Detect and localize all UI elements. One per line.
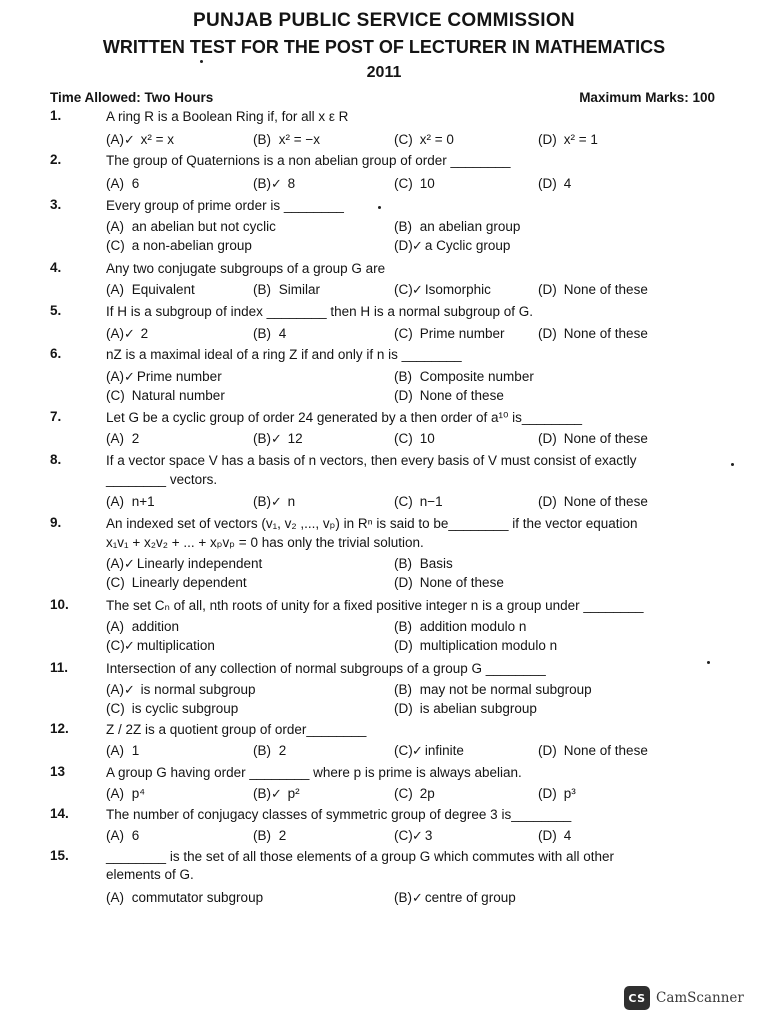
question-number: 5. bbox=[50, 303, 62, 318]
option-row bbox=[106, 556, 726, 574]
option-row bbox=[106, 828, 726, 846]
option-row bbox=[106, 619, 726, 637]
question-text-continued: x₁v₁ + x₂v₂ + ... + xₚvₚ = 0 has only the trivial solution. bbox=[106, 535, 424, 550]
option-b: (B)✓ n bbox=[253, 494, 296, 509]
question-number: 11. bbox=[50, 660, 69, 675]
option-row bbox=[106, 638, 726, 656]
option-b: (B) Composite number bbox=[394, 369, 534, 384]
option-d: (D)✓ a Cyclic group bbox=[394, 238, 511, 253]
option-d: (D) x² = 1 bbox=[538, 132, 598, 147]
question-text: If H is a subgroup of index ________ then H is a normal subgroup of G. bbox=[106, 304, 534, 319]
question-text: The group of Quaternions is a non abelian group of order ________ bbox=[106, 153, 511, 168]
option-row bbox=[106, 388, 726, 406]
option-b: (B) 2 bbox=[253, 828, 287, 843]
option-b: (B)✓ 12 bbox=[253, 431, 303, 446]
option-a: (A) 6 bbox=[106, 176, 140, 191]
option-d: (D) None of these bbox=[394, 575, 504, 590]
option-row bbox=[106, 682, 726, 700]
option-d: (D) is abelian subgroup bbox=[394, 701, 537, 716]
check-mark-icon: ✓ bbox=[124, 326, 135, 341]
question-text: Let G be a cyclic group of order 24 generated by a then order of a¹⁰ is________ bbox=[106, 410, 582, 425]
option-row bbox=[106, 132, 726, 150]
option-c: (C) Linearly dependent bbox=[106, 575, 247, 590]
exam-year: 2011 bbox=[366, 64, 402, 81]
option-row bbox=[106, 238, 726, 256]
question-text: If a vector space V has a basis of n vectors, then every basis of V must consist of exactly bbox=[106, 453, 637, 468]
check-mark-icon: ✓ bbox=[412, 743, 423, 758]
check-mark-icon: ✓ bbox=[412, 282, 423, 297]
option-a: (A) an abelian but not cyclic bbox=[106, 219, 276, 234]
question-text: Z / 2Z is a quotient group of order________ bbox=[106, 722, 367, 737]
option-row bbox=[106, 701, 726, 719]
question-number: 2. bbox=[50, 152, 62, 167]
option-row bbox=[106, 743, 726, 761]
check-mark-icon: ✓ bbox=[271, 431, 282, 446]
maximum-marks: Maximum Marks: 100 bbox=[579, 90, 715, 105]
commission-title: PUNJAB PUBLIC SERVICE COMMISSION bbox=[193, 10, 575, 31]
question-number: 1. bbox=[50, 108, 62, 123]
question-text: Intersection of any collection of normal subgroups of a group G ________ bbox=[106, 661, 546, 676]
question-text: A ring R is a Boolean Ring if, for all x ε R bbox=[106, 109, 349, 124]
check-mark-icon: ✓ bbox=[124, 132, 135, 147]
option-c: (C)✓ 3 bbox=[394, 828, 433, 843]
option-b: (B) Similar bbox=[253, 282, 321, 297]
check-mark-icon: ✓ bbox=[124, 369, 135, 384]
check-mark-icon: ✓ bbox=[124, 638, 135, 653]
question-number: 3. bbox=[50, 197, 62, 212]
option-c: (C)✓ multiplication bbox=[106, 638, 215, 653]
option-c: (C) 2p bbox=[394, 786, 435, 801]
option-c: (C)✓ infinite bbox=[394, 743, 464, 758]
option-b: (B) x² = −x bbox=[253, 132, 321, 147]
option-b: (B) may not be normal subgroup bbox=[394, 682, 592, 697]
option-c: (C) Prime number bbox=[394, 326, 505, 341]
option-row bbox=[106, 369, 726, 387]
question-number: 15. bbox=[50, 848, 69, 863]
question-number: 12. bbox=[50, 721, 69, 736]
camscanner-logo-icon: CS bbox=[624, 986, 650, 1010]
option-row bbox=[106, 494, 726, 512]
option-d: (D) p³ bbox=[538, 786, 576, 801]
question-text: Every group of prime order is ________ bbox=[106, 198, 344, 213]
option-b: (B) addition modulo n bbox=[394, 619, 527, 634]
check-mark-icon: ✓ bbox=[124, 556, 135, 571]
option-b: (B) Basis bbox=[394, 556, 453, 571]
question-number: 10. bbox=[50, 597, 69, 612]
option-d: (D) multiplication modulo n bbox=[394, 638, 558, 653]
option-d: (D) 4 bbox=[538, 176, 572, 191]
camscanner-brand: CamScanner bbox=[656, 990, 744, 1006]
option-a: (A) 6 bbox=[106, 828, 140, 843]
option-c: (C) Natural number bbox=[106, 388, 225, 403]
option-row bbox=[106, 890, 726, 908]
question-text: Any two conjugate subgroups of a group G are bbox=[106, 261, 386, 276]
option-d: (D) None of these bbox=[394, 388, 504, 403]
question-text: A group G having order ________ where p is prime is always abelian. bbox=[106, 765, 522, 780]
scan-speck bbox=[707, 661, 710, 664]
scan-speck bbox=[200, 60, 203, 63]
option-a: (A)✓ Prime number bbox=[106, 369, 222, 384]
question-text: An indexed set of vectors (v₁, v₂ ,..., vₚ) in Rⁿ is said to be________ if the vector equation bbox=[106, 516, 638, 531]
check-mark-icon: ✓ bbox=[124, 682, 135, 697]
check-mark-icon: ✓ bbox=[412, 828, 423, 843]
scan-speck bbox=[731, 463, 734, 466]
option-row bbox=[106, 282, 726, 300]
check-mark-icon: ✓ bbox=[271, 786, 282, 801]
option-c: (C)✓ Isomorphic bbox=[394, 282, 491, 297]
option-c: (C) a non-abelian group bbox=[106, 238, 252, 253]
check-mark-icon: ✓ bbox=[271, 176, 282, 191]
option-c: (C) x² = 0 bbox=[394, 132, 454, 147]
option-row bbox=[106, 786, 726, 804]
check-mark-icon: ✓ bbox=[412, 890, 423, 905]
question-number: 6. bbox=[50, 346, 62, 361]
question-text: The set Cₙ of all, nth roots of unity for a fixed positive integer n is a group under ________ bbox=[106, 598, 644, 613]
option-a: (A) addition bbox=[106, 619, 180, 634]
option-row bbox=[106, 575, 726, 593]
scan-speck bbox=[378, 206, 381, 209]
question-number: 13 bbox=[50, 764, 66, 779]
option-a: (A)✓ is normal subgroup bbox=[106, 682, 256, 697]
option-a: (A) n+1 bbox=[106, 494, 155, 509]
option-a: (A) 2 bbox=[106, 431, 140, 446]
option-d: (D) 4 bbox=[538, 828, 572, 843]
option-d: (D) None of these bbox=[538, 282, 648, 297]
option-a: (A) 1 bbox=[106, 743, 140, 758]
question-number: 8. bbox=[50, 452, 62, 467]
option-c: (C) 10 bbox=[394, 431, 435, 446]
option-a: (A) commutator subgroup bbox=[106, 890, 264, 905]
time-allowed: Time Allowed: Two Hours bbox=[50, 90, 214, 105]
option-a: (A)✓ Linearly independent bbox=[106, 556, 263, 571]
check-mark-icon: ✓ bbox=[271, 494, 282, 509]
question-number: 9. bbox=[50, 515, 62, 530]
option-d: (D) None of these bbox=[538, 494, 648, 509]
option-b: (B)✓ p² bbox=[253, 786, 300, 801]
option-d: (D) None of these bbox=[538, 743, 648, 758]
test-subtitle: WRITTEN TEST FOR THE POST OF LECTURER IN MATHEMATICS bbox=[102, 37, 666, 57]
check-mark-icon: ✓ bbox=[412, 238, 423, 253]
question-number: 7. bbox=[50, 409, 62, 424]
option-d: (D) None of these bbox=[538, 326, 648, 341]
question-text-continued: ________ vectors. bbox=[106, 472, 218, 487]
option-a: (A)✓ x² = x bbox=[106, 132, 175, 147]
option-row bbox=[106, 431, 726, 449]
option-c: (C) n−1 bbox=[394, 494, 443, 509]
option-a: (A) Equivalent bbox=[106, 282, 195, 297]
option-row bbox=[106, 219, 726, 237]
option-a: (A) p⁴ bbox=[106, 786, 146, 801]
question-number: 14. bbox=[50, 806, 69, 821]
option-b: (B) 4 bbox=[253, 326, 287, 341]
option-c: (C) is cyclic subgroup bbox=[106, 701, 239, 716]
question-number: 4. bbox=[50, 260, 62, 275]
question-text: ________ is the set of all those elements of a group G which commutes with all other bbox=[106, 849, 615, 864]
option-row bbox=[106, 176, 726, 194]
option-b: (B) 2 bbox=[253, 743, 287, 758]
question-text-continued: elements of G. bbox=[106, 867, 194, 882]
camscanner-watermark bbox=[624, 984, 744, 1012]
option-b: (B)✓ centre of group bbox=[394, 890, 516, 905]
option-row bbox=[106, 326, 726, 344]
option-a: (A)✓ 2 bbox=[106, 326, 149, 341]
option-b: (B)✓ 8 bbox=[253, 176, 296, 191]
option-b: (B) an abelian group bbox=[394, 219, 521, 234]
option-d: (D) None of these bbox=[538, 431, 648, 446]
question-text: nZ is a maximal ideal of a ring Z if and only if n is ________ bbox=[106, 347, 462, 362]
question-text: The number of conjugacy classes of symmetric group of degree 3 is________ bbox=[106, 807, 572, 822]
option-c: (C) 10 bbox=[394, 176, 435, 191]
